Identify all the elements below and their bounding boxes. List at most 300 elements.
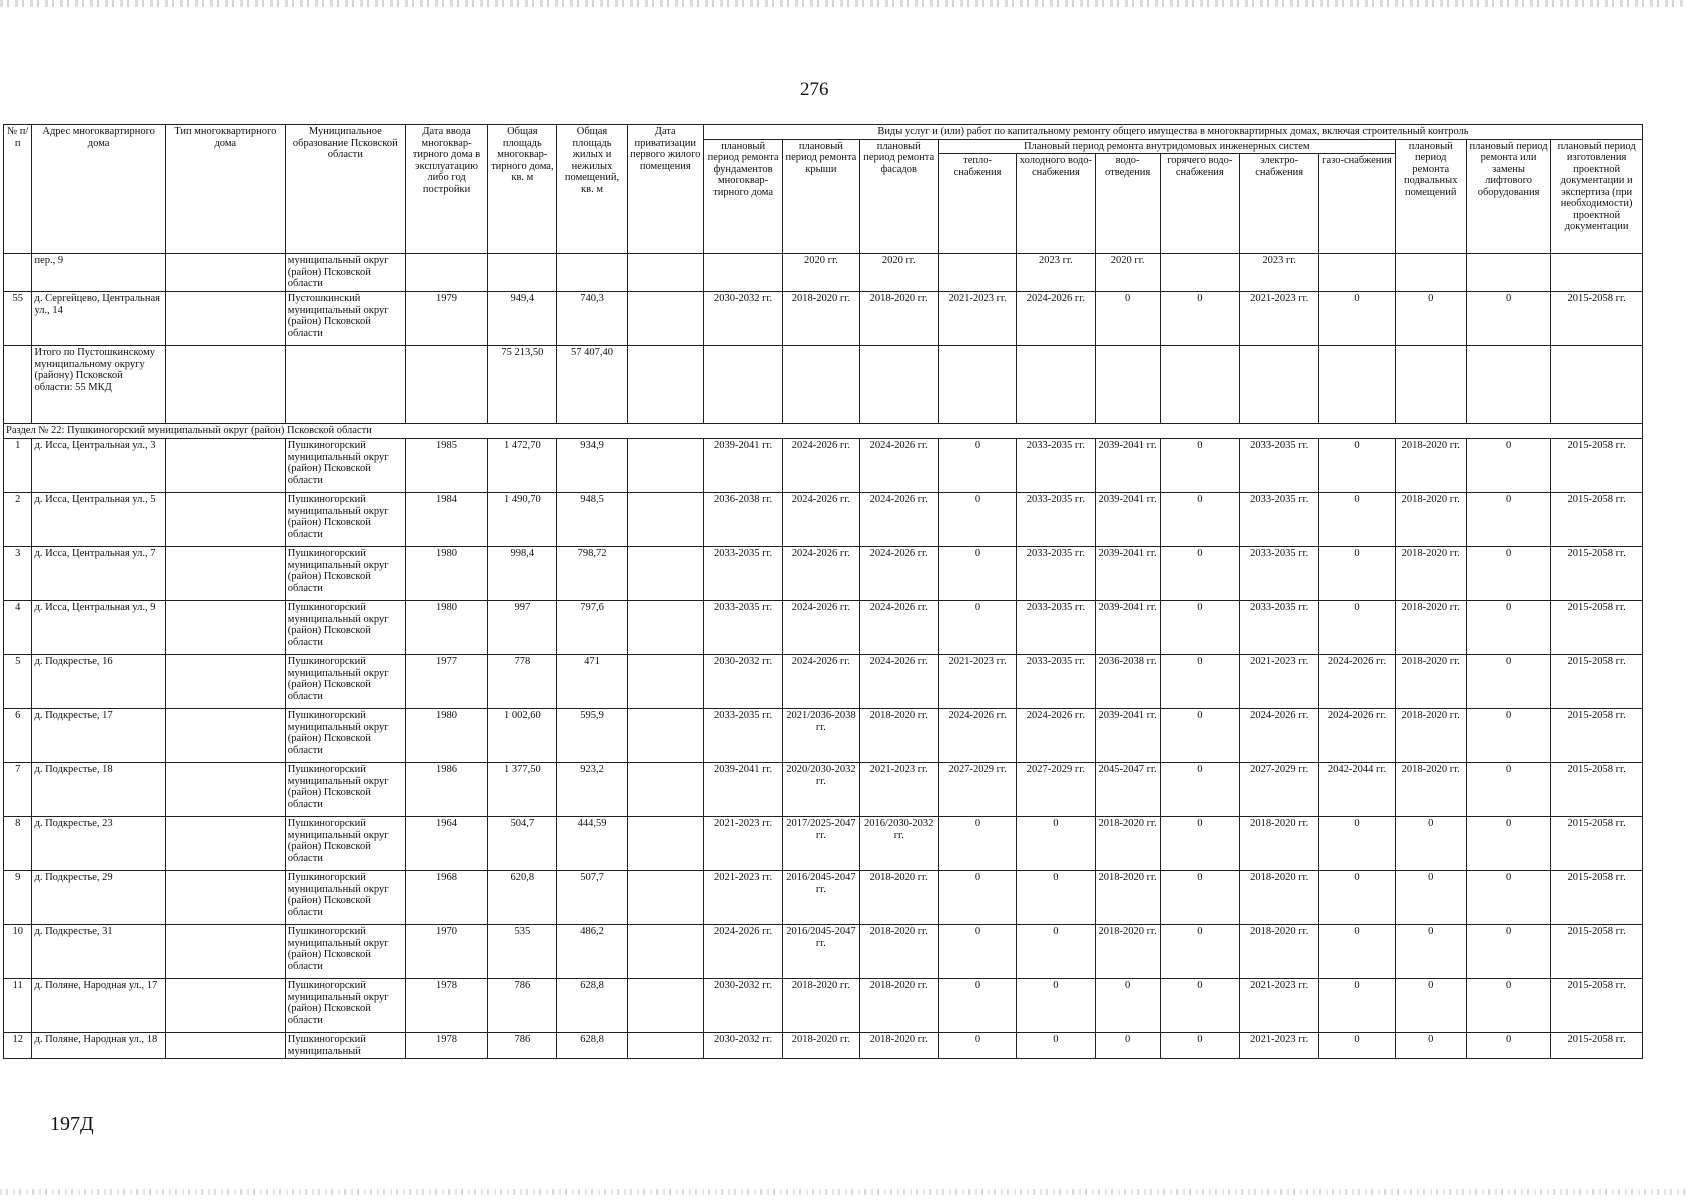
- cell-gas: 2024-2026 гг.: [1319, 655, 1395, 709]
- cell-heat: 0: [938, 601, 1016, 655]
- page-number: 276: [800, 79, 829, 100]
- table-row: [4, 979, 1643, 1033]
- cell-total-area: 786: [488, 979, 557, 1033]
- cell-year: 1977: [405, 655, 487, 709]
- cell-facade: 2018-2020 гг.: [859, 292, 938, 346]
- cell-year: 1968: [405, 871, 487, 925]
- cell-design: 2015-2058 гг.: [1551, 439, 1643, 493]
- cell-basement: 0: [1395, 979, 1466, 1033]
- cell-facade: 2018-2020 гг.: [859, 1033, 938, 1059]
- cell-year: 1970: [405, 925, 487, 979]
- cell-basement: 2018-2020 гг.: [1395, 763, 1466, 817]
- table-row: [4, 601, 1643, 655]
- cell-sewer: 2018-2020 гг.: [1095, 925, 1160, 979]
- cell-electric: 2027-2029 гг.: [1240, 763, 1319, 817]
- cell-type: [165, 871, 285, 925]
- cell-no: 12: [4, 1033, 32, 1059]
- cell-privatization: [627, 709, 703, 763]
- cell-design: 2015-2058 гг.: [1551, 1033, 1643, 1059]
- cell-elevator: 0: [1466, 547, 1550, 601]
- cell-address: д. Подкрестье, 29: [32, 871, 165, 925]
- cell-municipality: Пушкиногорский муниципальный округ (район) Псковской области: [285, 709, 405, 763]
- table-row: [4, 655, 1643, 709]
- section-title: Раздел № 22: Пушкиногорский муниципальный округ (район) Псковской области: [4, 424, 1643, 439]
- cell-roof: 2016/2045-2047 гг.: [783, 925, 859, 979]
- cell-cold-water: 2033-2035 гг.: [1017, 493, 1095, 547]
- cell-roof: 2021/2036-2038 гг.: [783, 709, 859, 763]
- cell-hot-water: 0: [1160, 655, 1239, 709]
- cell-hot-water: 0: [1160, 439, 1239, 493]
- cell-design: 2015-2058 гг.: [1551, 817, 1643, 871]
- cell-heat: 2024-2026 гг.: [938, 709, 1016, 763]
- cell-cold-water: 2024-2026 гг.: [1017, 292, 1095, 346]
- cell-design: 2015-2058 гг.: [1551, 292, 1643, 346]
- cell-sewer: 2045-2047 гг.: [1095, 763, 1160, 817]
- cell-hot-water: 0: [1160, 979, 1239, 1033]
- cell-facade: 2021-2023 гг.: [859, 763, 938, 817]
- cell-heat: 0: [938, 1033, 1016, 1059]
- scan-edge-bottom: [0, 1189, 1686, 1195]
- table-row: [4, 925, 1643, 979]
- cell-privatization: [627, 925, 703, 979]
- cell-no: 5: [4, 655, 32, 709]
- cell-facade: 2016/2030-2032 гг.: [859, 817, 938, 871]
- total-area-sum: 75 213,50: [488, 346, 557, 424]
- header-basement: плановый период ремонта подвальных помещений: [1395, 139, 1466, 254]
- cell-no: 11: [4, 979, 32, 1033]
- scan-edge-top: [0, 0, 1686, 7]
- cell-premises-area: 628,8: [557, 979, 627, 1033]
- cell-elevator: 0: [1466, 655, 1550, 709]
- cell-heat: 0: [938, 817, 1016, 871]
- cell-facade: 2024-2026 гг.: [859, 439, 938, 493]
- cell-sewer: 2020 гг.: [1095, 254, 1160, 292]
- cell-cold-water: 2033-2035 гг.: [1017, 439, 1095, 493]
- header-sewer: водо-отведения: [1095, 154, 1160, 254]
- cell-heat: 2021-2023 гг.: [938, 292, 1016, 346]
- cell-foundation: 2033-2035 гг.: [703, 709, 782, 763]
- cell-no: 4: [4, 601, 32, 655]
- cell-elevator: 0: [1466, 1033, 1550, 1059]
- cell-hot-water: 0: [1160, 925, 1239, 979]
- cell-electric: 2021-2023 гг.: [1240, 979, 1319, 1033]
- cell-total-area: 620,8: [488, 871, 557, 925]
- cell-hot-water: 0: [1160, 601, 1239, 655]
- cell-foundation: 2039-2041 гг.: [703, 439, 782, 493]
- cell-design: 2015-2058 гг.: [1551, 493, 1643, 547]
- cell-type: [165, 1033, 285, 1059]
- cell-total-area: 998,4: [488, 547, 557, 601]
- cell-total-area: 1 002,60: [488, 709, 557, 763]
- cell-privatization: [627, 547, 703, 601]
- cell-hot-water: 0: [1160, 709, 1239, 763]
- cell-hot-water: 0: [1160, 871, 1239, 925]
- cell-roof: 2018-2020 гг.: [783, 292, 859, 346]
- cell-address: д. Исса, Центральная ул., 5: [32, 493, 165, 547]
- cell-elevator: 0: [1466, 817, 1550, 871]
- cell-foundation: 2021-2023 гг.: [703, 871, 782, 925]
- cell-facade: 2020 гг.: [859, 254, 938, 292]
- cell-cold-water: 0: [1017, 979, 1095, 1033]
- cell-privatization: [627, 1033, 703, 1059]
- cell-roof: 2020 гг.: [783, 254, 859, 292]
- cell-year: 1978: [405, 1033, 487, 1059]
- cell-electric: 2018-2020 гг.: [1240, 925, 1319, 979]
- cell-gas: 0: [1319, 925, 1395, 979]
- cell-no: 7: [4, 763, 32, 817]
- cell-type: [165, 763, 285, 817]
- cell-foundation: 2024-2026 гг.: [703, 925, 782, 979]
- cell-address: д. Исса, Центральная ул., 9: [32, 601, 165, 655]
- cell-heat: 0: [938, 547, 1016, 601]
- cell-facade: 2024-2026 гг.: [859, 547, 938, 601]
- cell-roof: 2024-2026 гг.: [783, 655, 859, 709]
- total-row: [4, 346, 1643, 424]
- header-design: плановый период изготовления проектной документации и экспертиза (при необходимости) проектной документации: [1551, 139, 1643, 254]
- cell-gas: 2042-2044 гг.: [1319, 763, 1395, 817]
- cell-facade: 2018-2020 гг.: [859, 871, 938, 925]
- cell-type: [165, 979, 285, 1033]
- cell-sewer: 2039-2041 гг.: [1095, 547, 1160, 601]
- cell-elevator: 0: [1466, 925, 1550, 979]
- cell-design: 2015-2058 гг.: [1551, 979, 1643, 1033]
- cell-heat: 0: [938, 925, 1016, 979]
- header-works-group: Виды услуг и (или) работ по капитальному ремонту общего имущества в многоквартирных домах, включая строительный контроль: [703, 125, 1642, 140]
- cell-roof: 2020/2030-2032 гг.: [783, 763, 859, 817]
- cell-type: [165, 439, 285, 493]
- cell-privatization: [627, 439, 703, 493]
- cell-address: д. Поляне, Народная ул., 17: [32, 979, 165, 1033]
- cell-sewer: 2039-2041 гг.: [1095, 709, 1160, 763]
- header-commissioning: Дата ввода многоквар-тирного дома в эксплуатацию либо год постройки: [405, 125, 487, 254]
- cell-municipality: Пушкиногорский муниципальный округ (район) Псковской области: [285, 763, 405, 817]
- cell-roof: 2018-2020 гг.: [783, 1033, 859, 1059]
- cell-facade: 2024-2026 гг.: [859, 601, 938, 655]
- cell-municipality: Пушкиногорский муниципальный: [285, 1033, 405, 1059]
- cell-type: [165, 709, 285, 763]
- cell-premises-area: 444,59: [557, 817, 627, 871]
- header-systems-group: Плановый период ремонта внутридомовых инженерных систем: [938, 139, 1395, 154]
- cell-roof: 2018-2020 гг.: [783, 979, 859, 1033]
- cell-no: 2: [4, 493, 32, 547]
- cell-gas: 0: [1319, 547, 1395, 601]
- cell-electric: 2023 гг.: [1240, 254, 1319, 292]
- cell-year: 1979: [405, 292, 487, 346]
- cell-type: [165, 655, 285, 709]
- cell-no: 9: [4, 871, 32, 925]
- cell-hot-water: 0: [1160, 493, 1239, 547]
- cell-design: 2015-2058 гг.: [1551, 547, 1643, 601]
- cell-gas: 0: [1319, 493, 1395, 547]
- cell-privatization: [627, 871, 703, 925]
- cell-foundation: 2030-2032 гг.: [703, 292, 782, 346]
- table-row: [4, 493, 1643, 547]
- cell-facade: 2024-2026 гг.: [859, 655, 938, 709]
- cell-hot-water: 0: [1160, 547, 1239, 601]
- cell-cold-water: 0: [1017, 817, 1095, 871]
- cell-address: д. Подкрестье, 16: [32, 655, 165, 709]
- cell-foundation: 2030-2032 гг.: [703, 979, 782, 1033]
- cell-electric: 2021-2023 гг.: [1240, 655, 1319, 709]
- header-electric: электро-снабжения: [1240, 154, 1319, 254]
- cell-address: д. Подкрестье, 31: [32, 925, 165, 979]
- cell-cold-water: 0: [1017, 871, 1095, 925]
- cell-foundation: 2030-2032 гг.: [703, 655, 782, 709]
- total-label: Итого по Пустошкинскому муниципальному округу (району) Псковской области: 55 МКД: [32, 346, 165, 424]
- cell-no: 3: [4, 547, 32, 601]
- cell-facade: 2018-2020 гг.: [859, 979, 938, 1033]
- cell-design: 2015-2058 гг.: [1551, 871, 1643, 925]
- capital-repair-table: [3, 124, 1643, 1059]
- header-municipality: Муниципальное образование Псковской области: [285, 125, 405, 254]
- cell-basement: 2018-2020 гг.: [1395, 439, 1466, 493]
- cell-sewer: 0: [1095, 979, 1160, 1033]
- cell-municipality: муниципальный округ (район) Псковской области: [285, 254, 405, 292]
- header-foundation: плановый период ремонта фундаментов многоквар-тирного дома: [703, 139, 782, 254]
- cell-premises-area: 798,72: [557, 547, 627, 601]
- cell-municipality: Пустошкинский муниципальный округ (район) Псковской области: [285, 292, 405, 346]
- cell-gas: 0: [1319, 979, 1395, 1033]
- cell-foundation: 2033-2035 гг.: [703, 547, 782, 601]
- table-row: [4, 709, 1643, 763]
- header-total-area: Общая площадь многоквар-тирного дома, кв. м: [488, 125, 557, 254]
- cell-electric: 2033-2035 гг.: [1240, 439, 1319, 493]
- cell-total-area: 1 472,70: [488, 439, 557, 493]
- cell-elevator: 0: [1466, 709, 1550, 763]
- cell-basement: 2018-2020 гг.: [1395, 601, 1466, 655]
- cell-electric: 2024-2026 гг.: [1240, 709, 1319, 763]
- cell-elevator: 0: [1466, 979, 1550, 1033]
- cell-electric: 2033-2035 гг.: [1240, 601, 1319, 655]
- cell-gas: 0: [1319, 292, 1395, 346]
- cell-elevator: 0: [1466, 763, 1550, 817]
- cell-premises-area: 934,9: [557, 439, 627, 493]
- cell-roof: 2024-2026 гг.: [783, 547, 859, 601]
- cell-elevator: 0: [1466, 292, 1550, 346]
- cell-address: д. Исса, Центральная ул., 3: [32, 439, 165, 493]
- cell-heat: 2021-2023 гг.: [938, 655, 1016, 709]
- cell-heat: 0: [938, 979, 1016, 1033]
- cell-year: 1978: [405, 979, 487, 1033]
- cell-municipality: Пушкиногорский муниципальный округ (район) Псковской области: [285, 817, 405, 871]
- cell-cold-water: 0: [1017, 925, 1095, 979]
- cell-total-area: 949,4: [488, 292, 557, 346]
- cell-year: 1984: [405, 493, 487, 547]
- cell-address: д. Исса, Центральная ул., 7: [32, 547, 165, 601]
- cell-address: д. Подкрестье, 18: [32, 763, 165, 817]
- cell-total-area: 1 490,70: [488, 493, 557, 547]
- cell-gas: 2024-2026 гг.: [1319, 709, 1395, 763]
- cell-elevator: 0: [1466, 601, 1550, 655]
- section-row: [4, 424, 1643, 439]
- cell-heat: 0: [938, 439, 1016, 493]
- cell-cold-water: 2027-2029 гг.: [1017, 763, 1095, 817]
- cell-basement: 2018-2020 гг.: [1395, 547, 1466, 601]
- cell-electric: 2018-2020 гг.: [1240, 817, 1319, 871]
- header-hot-water: горячего водо-снабжения: [1160, 154, 1239, 254]
- cell-sewer: 2018-2020 гг.: [1095, 871, 1160, 925]
- cell-basement: 0: [1395, 1033, 1466, 1059]
- cell-electric: 2033-2035 гг.: [1240, 547, 1319, 601]
- table-row: [4, 292, 1643, 346]
- cell-basement: 0: [1395, 871, 1466, 925]
- cell-privatization: [627, 601, 703, 655]
- cell-heat: 2027-2029 гг.: [938, 763, 1016, 817]
- table-row: [4, 871, 1643, 925]
- cell-basement: 2018-2020 гг.: [1395, 493, 1466, 547]
- cell-basement: 2018-2020 гг.: [1395, 709, 1466, 763]
- cell-electric: 2021-2023 гг.: [1240, 292, 1319, 346]
- cell-cold-water: 2033-2035 гг.: [1017, 601, 1095, 655]
- cell-heat: 0: [938, 871, 1016, 925]
- cell-privatization: [627, 655, 703, 709]
- cell-basement: 0: [1395, 925, 1466, 979]
- header-address: Адрес многоквартирного дома: [32, 125, 165, 254]
- cell-municipality: Пушкиногорский муниципальный округ (район) Псковской области: [285, 871, 405, 925]
- cell-foundation: 2036-2038 гг.: [703, 493, 782, 547]
- cell-gas: 0: [1319, 439, 1395, 493]
- cell-electric: 2018-2020 гг.: [1240, 871, 1319, 925]
- cell-roof: 2024-2026 гг.: [783, 601, 859, 655]
- cell-facade: 2018-2020 гг.: [859, 925, 938, 979]
- cell-gas: 0: [1319, 871, 1395, 925]
- cell-sewer: 0: [1095, 1033, 1160, 1059]
- cell-address: д. Подкрестье, 17: [32, 709, 165, 763]
- cell-address: д. Сергейцево, Центральная ул., 14: [32, 292, 165, 346]
- header-facade: плановый период ремонта фасадов: [859, 139, 938, 254]
- cell-total-area: 535: [488, 925, 557, 979]
- cell-design: 2015-2058 гг.: [1551, 655, 1643, 709]
- cell-premises-area: 923,2: [557, 763, 627, 817]
- cell-year: 1980: [405, 709, 487, 763]
- cell-total-area: 1 377,50: [488, 763, 557, 817]
- header-privatization: Дата приватизации первого жилого помещения: [627, 125, 703, 254]
- header-heat: тепло-снабжения: [938, 154, 1016, 254]
- header-cold-water: холодного водо-снабжения: [1017, 154, 1095, 254]
- cell-municipality: Пушкиногорский муниципальный округ (район) Псковской области: [285, 601, 405, 655]
- cell-gas: 0: [1319, 1033, 1395, 1059]
- cell-year: 1964: [405, 817, 487, 871]
- cell-address: д. Подкрестье, 23: [32, 817, 165, 871]
- cell-roof: 2024-2026 гг.: [783, 493, 859, 547]
- cell-cold-water: 2033-2035 гг.: [1017, 547, 1095, 601]
- cell-elevator: 0: [1466, 871, 1550, 925]
- cell-sewer: 2039-2041 гг.: [1095, 601, 1160, 655]
- cell-sewer: 2039-2041 гг.: [1095, 493, 1160, 547]
- cell-foundation: 2021-2023 гг.: [703, 817, 782, 871]
- cell-premises-area: 471: [557, 655, 627, 709]
- cell-privatization: [627, 817, 703, 871]
- cell-premises-area: 948,5: [557, 493, 627, 547]
- cell-address: пер., 9: [32, 254, 165, 292]
- header-no: № п/п: [4, 125, 32, 254]
- cell-electric: 2033-2035 гг.: [1240, 493, 1319, 547]
- cell-design: 2015-2058 гг.: [1551, 925, 1643, 979]
- header-elevator: плановый период ремонта или замены лифтового оборудования: [1466, 139, 1550, 254]
- table-row: [4, 254, 1643, 292]
- cell-premises-area: 486,2: [557, 925, 627, 979]
- cell-year: 1986: [405, 763, 487, 817]
- cell-basement: 0: [1395, 292, 1466, 346]
- cell-hot-water: 0: [1160, 1033, 1239, 1059]
- cell-foundation: 2039-2041 гг.: [703, 763, 782, 817]
- cell-foundation: 2030-2032 гг.: [703, 1033, 782, 1059]
- cell-address: д. Поляне, Народная ул., 18: [32, 1033, 165, 1059]
- cell-premises-area: 797,6: [557, 601, 627, 655]
- cell-municipality: Пушкиногорский муниципальный округ (район) Псковской области: [285, 925, 405, 979]
- cell-heat: 0: [938, 493, 1016, 547]
- cell-municipality: Пушкиногорский муниципальный округ (район) Псковской области: [285, 979, 405, 1033]
- header-roof: плановый период ремонта крыши: [783, 139, 859, 254]
- cell-cold-water: 0: [1017, 1033, 1095, 1059]
- cell-premises-area: 628,8: [557, 1033, 627, 1059]
- cell-sewer: 2018-2020 гг.: [1095, 817, 1160, 871]
- cell-cold-water: 2024-2026 гг.: [1017, 709, 1095, 763]
- cell-design: 2015-2058 гг.: [1551, 763, 1643, 817]
- cell-municipality: Пушкиногорский муниципальный округ (район) Псковской области: [285, 439, 405, 493]
- cell-total-area: 504,7: [488, 817, 557, 871]
- cell-municipality: Пушкиногорский муниципальный округ (район) Псковской области: [285, 547, 405, 601]
- cell-sewer: 2036-2038 гг.: [1095, 655, 1160, 709]
- cell-privatization: [627, 493, 703, 547]
- cell-gas: 0: [1319, 817, 1395, 871]
- header-premises-area: Общая площадь жилых и нежилых помещений, кв. м: [557, 125, 627, 254]
- cell-gas: 0: [1319, 601, 1395, 655]
- cell-design: 2015-2058 гг.: [1551, 709, 1643, 763]
- cell-elevator: 0: [1466, 493, 1550, 547]
- cell-sewer: 2039-2041 гг.: [1095, 439, 1160, 493]
- cell-roof: 2017/2025-2047 гг.: [783, 817, 859, 871]
- cell-no: 1: [4, 439, 32, 493]
- cell-year: 1980: [405, 547, 487, 601]
- cell-basement: 0: [1395, 817, 1466, 871]
- cell-design: 2015-2058 гг.: [1551, 601, 1643, 655]
- cell-hot-water: 0: [1160, 817, 1239, 871]
- cell-hot-water: 0: [1160, 292, 1239, 346]
- table-row: [4, 817, 1643, 871]
- cell-no: 8: [4, 817, 32, 871]
- cell-total-area: 786: [488, 1033, 557, 1059]
- cell-facade: 2018-2020 гг.: [859, 709, 938, 763]
- cell-type: [165, 493, 285, 547]
- cell-type: [165, 925, 285, 979]
- cell-total-area: 778: [488, 655, 557, 709]
- cell-foundation: 2033-2035 гг.: [703, 601, 782, 655]
- cell-cold-water: 2033-2035 гг.: [1017, 655, 1095, 709]
- table-row: [4, 1033, 1643, 1059]
- table-row: [4, 439, 1643, 493]
- cell-municipality: Пушкиногорский муниципальный округ (район) Псковской области: [285, 655, 405, 709]
- cell-elevator: 0: [1466, 439, 1550, 493]
- cell-year: 1985: [405, 439, 487, 493]
- cell-premises-area: 595,9: [557, 709, 627, 763]
- cell-electric: 2021-2023 гг.: [1240, 1033, 1319, 1059]
- cell-type: [165, 547, 285, 601]
- table-row: [4, 547, 1643, 601]
- cell-year: 1980: [405, 601, 487, 655]
- cell-facade: 2024-2026 гг.: [859, 493, 938, 547]
- document-code: 197Д: [50, 1113, 94, 1135]
- cell-premises-area: 507,7: [557, 871, 627, 925]
- table-row: [4, 763, 1643, 817]
- cell-type: [165, 817, 285, 871]
- cell-no: 55: [4, 292, 32, 346]
- cell-type: [165, 601, 285, 655]
- cell-cold-water: 2023 гг.: [1017, 254, 1095, 292]
- premises-area-sum: 57 407,40: [557, 346, 627, 424]
- header-type: Тип многоквартирного дома: [165, 125, 285, 254]
- cell-privatization: [627, 763, 703, 817]
